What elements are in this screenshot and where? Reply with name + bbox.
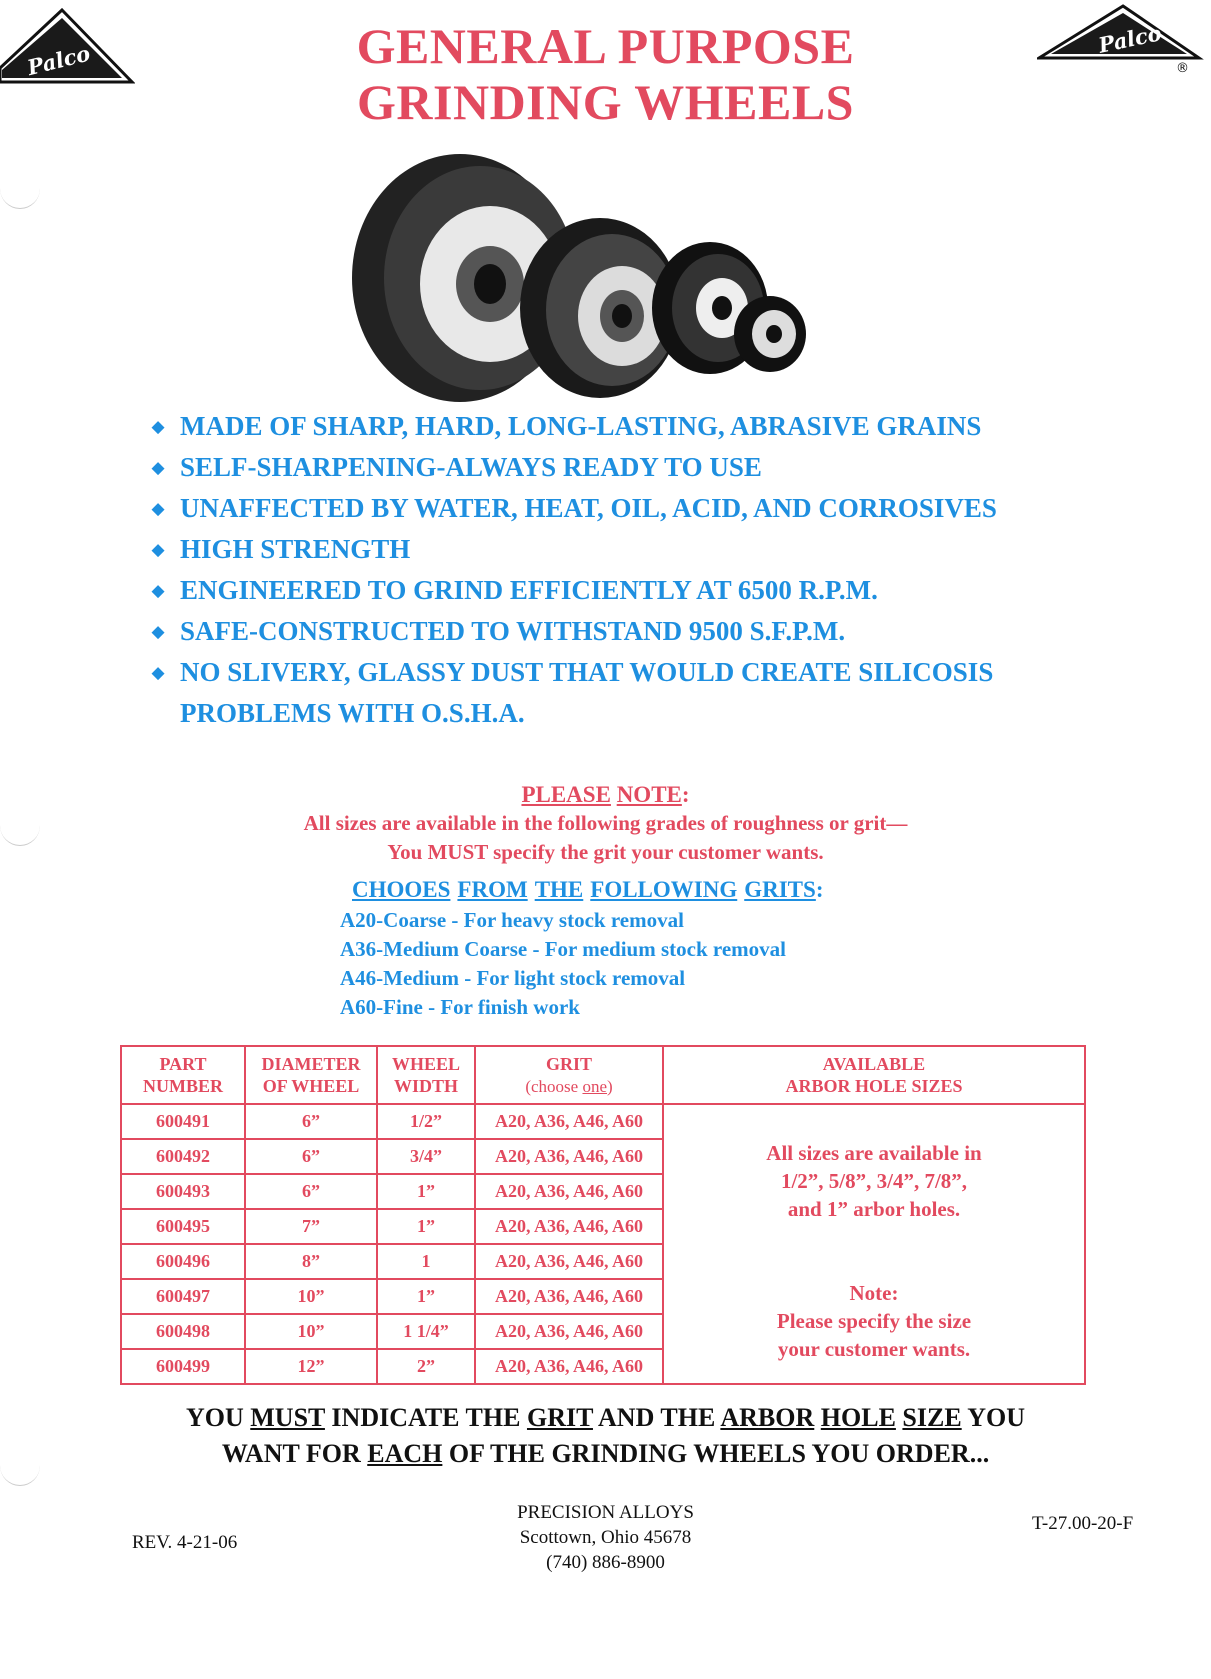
wheel-sizes-table: [120, 1045, 1086, 1385]
registered-mark: ®: [1176, 61, 1189, 76]
grit-option: A46-Medium - For light stock removal: [340, 966, 686, 990]
table-row: 600493 6” 1” A20, A36, A46, A60: [121, 1174, 1085, 1209]
feature-item: ◆ HIGH STRENGTH: [148, 529, 1108, 570]
diamond-bullet-icon: ◆: [151, 663, 165, 682]
table-row: 600497 10” 1” A20, A36, A46, A60: [121, 1279, 1085, 1314]
feature-item: ◆ NO SLIVERY, GLASSY DUST THAT WOULD CREATE SILICOSIS PROBLEMS WITH O.S.H.A.: [148, 652, 1040, 734]
feature-item: ◆ ENGINEERED TO GRIND EFFICIENTLY AT 6500 R.P.M.: [148, 570, 1108, 611]
header-grit: GRIT (choose one): [475, 1046, 663, 1104]
header-arbor-sizes: AVAILABLE ARBOR HOLE SIZES: [663, 1046, 1085, 1104]
instruction-line-1: YOU MUST INDICATE THE GRIT AND THE ARBOR HOLE SIZE YOU: [185, 1403, 1025, 1432]
header-wheel-width: WHEEL WIDTH: [377, 1046, 475, 1104]
grit-option: A20-Coarse - For heavy stock removal: [340, 908, 684, 932]
table-row: 600498 10” 1 1/4” A20, A36, A46, A60: [121, 1314, 1085, 1349]
table-row: 600492 6” 3/4” A20, A36, A46, A60: [121, 1139, 1085, 1174]
company-name: PRECISION ALLOYS: [517, 1502, 694, 1523]
choose-grits-heading: CHOOES FROM THE FOLLOWING GRITS:: [352, 877, 824, 902]
feature-item: ◆ UNAFFECTED BY WATER, HEAT, OIL, ACID, AND CORROSIVES: [148, 488, 1108, 529]
order-instruction: [0, 1400, 1211, 1472]
instruction-line-2: WANT FOR EACH OF THE GRINDING WHEELS YOU ORDER...: [221, 1439, 990, 1468]
feature-item: ◆ MADE OF SHARP, HARD, LONG-LASTING, ABRASIVE GRAINS: [148, 406, 1108, 447]
diamond-bullet-icon: ◆: [151, 581, 165, 600]
company-block: [0, 1500, 1211, 1575]
logo-text: Palco: [24, 40, 93, 81]
diamond-bullet-icon: ◆: [151, 499, 165, 518]
diamond-bullet-icon: ◆: [151, 622, 165, 641]
grit-option: A36-Medium Coarse - For medium stock removal: [340, 937, 786, 961]
feature-item: ◆ SELF-SHARPENING-ALWAYS READY TO USE: [148, 447, 1108, 488]
table-row: 600496 8” 1 A20, A36, A46, A60: [121, 1244, 1085, 1279]
feature-item: ◆ SAFE-CONSTRUCTED TO WITHSTAND 9500 S.F.P.M.: [148, 611, 1108, 652]
grinding-wheels-image: [350, 148, 830, 413]
diamond-bullet-icon: ◆: [151, 540, 165, 559]
header-diameter: DIAMETER OF WHEEL: [245, 1046, 377, 1104]
punch-hole-mark: [0, 168, 40, 209]
note-line-1: All sizes are available in the following grades of roughness or grit—: [303, 811, 908, 835]
company-phone: (740) 886-8900: [546, 1552, 665, 1573]
title-line-1: GENERAL PURPOSE: [356, 18, 855, 74]
diamond-bullet-icon: ◆: [151, 458, 165, 477]
table-row: 600499 12” 2” A20, A36, A46, A60: [121, 1349, 1085, 1384]
header-part-number: PART NUMBER: [121, 1046, 245, 1104]
grits-list: [340, 906, 786, 1022]
company-address: Scottown, Ohio 45678: [519, 1527, 692, 1548]
title-line-2: GRINDING WHEELS: [357, 74, 854, 130]
note-line-2: You MUST specify the grit your customer wants.: [387, 840, 824, 864]
revision-date: REV. 4-21-06: [132, 1532, 238, 1553]
arbor-sizes-cell: All sizes are available in 1/2”, 5/8”, 3/4”, 7/8”, and 1” arbor holes. Note: Please specify the size your customer wants.: [663, 1104, 1085, 1384]
table-row: 600491 6” 1/2” A20, A36, A46, A60 All sizes are available in 1/2”, 5/8”, 3/4”, 7/8”, and 1” arbor holes. Note: Please specify the size your customer wants.: [121, 1104, 1085, 1139]
diamond-bullet-icon: ◆: [151, 417, 165, 436]
document-code: T-27.00-20-F: [1032, 1513, 1134, 1534]
page-title: [0, 18, 1211, 130]
table-row: 600495 7” 1” A20, A36, A46, A60: [121, 1209, 1085, 1244]
grit-option: A60-Fine - For finish work: [340, 995, 580, 1019]
features-list: [148, 406, 1108, 734]
logo-text: Palco: [1096, 20, 1164, 58]
please-note-heading: PLEASE NOTE:: [521, 782, 690, 807]
table-header-row: [121, 1046, 1085, 1104]
